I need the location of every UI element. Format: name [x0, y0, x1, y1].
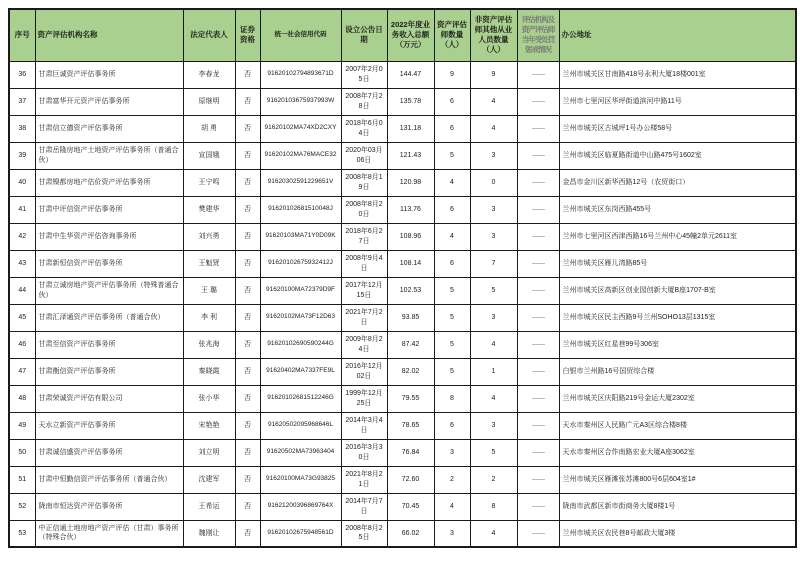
table-row: [9, 169, 796, 196]
table-row: [9, 61, 796, 88]
cell-penalty-status: ——: [517, 88, 559, 115]
cell-securities-qualification: 否: [235, 520, 260, 547]
header-securities-qualification: 证券资格: [235, 9, 260, 61]
cell-serial-number: 51: [9, 466, 35, 493]
cell-2022-income: 144.47: [387, 61, 434, 88]
cell-institution-name: 甘肃岳隆房地产土地资产评估事务所（普通合伙）: [35, 142, 183, 169]
cell-office-address: 白银市兰州路16号国贸综合楼: [559, 358, 796, 385]
header-penalty-status: 评估机构及资产评估师当年受处罚惩戒情况: [517, 9, 559, 61]
cell-serial-number: 38: [9, 115, 35, 142]
cell-2022-income: 66.02: [387, 520, 434, 547]
cell-appraiser-count: 6: [434, 250, 470, 277]
cell-other-staff-count: 7: [470, 250, 517, 277]
header-establishment-date: 设立公告日期: [341, 9, 387, 61]
header-institution-name: 资产评估机构名称: [35, 9, 183, 61]
cell-serial-number: 50: [9, 439, 35, 466]
cell-2022-income: 131.18: [387, 115, 434, 142]
cell-office-address: 兰州市城关区农民巷8号邮政大厦3楼: [559, 520, 796, 547]
cell-credit-code: 91620502MA73963404: [260, 439, 341, 466]
cell-other-staff-count: 1: [470, 358, 517, 385]
cell-2022-income: 113.76: [387, 196, 434, 223]
cell-office-address: 陇南市武都区新市街商务大厦8楼1号: [559, 493, 796, 520]
cell-appraiser-count: 5: [434, 304, 470, 331]
cell-2022-income: 102.53: [387, 277, 434, 304]
cell-institution-name: 甘肃富华开元资产评估事务所: [35, 88, 183, 115]
table-row: [9, 142, 796, 169]
cell-establishment-date: 2016年3月30日: [341, 439, 387, 466]
table-row: [9, 250, 796, 277]
cell-appraiser-count: 6: [434, 196, 470, 223]
cell-establishment-date: 2007年2月05日: [341, 61, 387, 88]
cell-penalty-status: ——: [517, 223, 559, 250]
table-row: [9, 466, 796, 493]
table-row: [9, 493, 796, 520]
cell-penalty-status: ——: [517, 115, 559, 142]
cell-credit-code: 91620100MA73G93825: [260, 466, 341, 493]
cell-credit-code: 91620102794893671D: [260, 61, 341, 88]
cell-establishment-date: 2008年9月4日: [341, 250, 387, 277]
table-row: [9, 304, 796, 331]
cell-office-address: 兰州市七里河区西津西路16号兰州中心45幢2单元2611室: [559, 223, 796, 250]
cell-legal-representative: 宋艳艳: [183, 412, 235, 439]
cell-securities-qualification: 否: [235, 304, 260, 331]
cell-serial-number: 36: [9, 61, 35, 88]
cell-appraiser-count: 4: [434, 169, 470, 196]
cell-other-staff-count: 3: [470, 196, 517, 223]
cell-2022-income: 78.65: [387, 412, 434, 439]
table-row: [9, 520, 796, 547]
cell-institution-name: 中正信通土地房地产资产评估（甘肃）事务所（特殊合伙）: [35, 520, 183, 547]
cell-establishment-date: 2009年8月24日: [341, 331, 387, 358]
cell-securities-qualification: 否: [235, 196, 260, 223]
appraisal-institutions-table: [8, 8, 797, 548]
cell-legal-representative: 李 利: [183, 304, 235, 331]
cell-credit-code: 91620102MA76MACE32: [260, 142, 341, 169]
table-row: [9, 88, 796, 115]
cell-other-staff-count: 8: [470, 493, 517, 520]
cell-legal-representative: 胡 勇: [183, 115, 235, 142]
cell-appraiser-count: 2: [434, 466, 470, 493]
cell-institution-name: 甘肃立诚房地产资产评估事务所（特殊普通合伙）: [35, 277, 183, 304]
cell-office-address: 天水市秦州区人民路广元A3区综合楼8楼: [559, 412, 796, 439]
cell-serial-number: 37: [9, 88, 35, 115]
cell-penalty-status: ——: [517, 142, 559, 169]
cell-other-staff-count: 2: [470, 466, 517, 493]
table-row: [9, 196, 796, 223]
cell-2022-income: 108.96: [387, 223, 434, 250]
table-row: [9, 223, 796, 250]
cell-2022-income: 82.02: [387, 358, 434, 385]
cell-credit-code: 91620100MA72379D9F: [260, 277, 341, 304]
cell-securities-qualification: 否: [235, 61, 260, 88]
cell-2022-income: 121.43: [387, 142, 434, 169]
cell-institution-name: 甘肃中生华资产评估咨询事务所: [35, 223, 183, 250]
table-row: [9, 331, 796, 358]
cell-credit-code: 91620102681512246G: [260, 385, 341, 412]
cell-other-staff-count: 4: [470, 115, 517, 142]
table-header: [9, 9, 796, 61]
cell-establishment-date: 2018年6月04日: [341, 115, 387, 142]
cell-other-staff-count: 4: [470, 520, 517, 547]
cell-office-address: 兰州市城关区高新区创业园创新大厦B座1707-B室: [559, 277, 796, 304]
cell-appraiser-count: 4: [434, 493, 470, 520]
cell-establishment-date: 2021年7月2日: [341, 304, 387, 331]
cell-2022-income: 70.45: [387, 493, 434, 520]
cell-credit-code: 91620502095968646L: [260, 412, 341, 439]
cell-appraiser-count: 3: [434, 520, 470, 547]
cell-appraiser-count: 5: [434, 142, 470, 169]
cell-credit-code: 91620302591229651V: [260, 169, 341, 196]
table-row: [9, 439, 796, 466]
cell-other-staff-count: 3: [470, 412, 517, 439]
cell-credit-code: 91621200396869764X: [260, 493, 341, 520]
cell-appraiser-count: 6: [434, 115, 470, 142]
cell-penalty-status: ——: [517, 250, 559, 277]
cell-appraiser-count: 6: [434, 88, 470, 115]
cell-establishment-date: 2014年7月7日: [341, 493, 387, 520]
cell-institution-name: 甘肃汇泽通资产评估事务所（普通合伙）: [35, 304, 183, 331]
cell-credit-code: 91620102MA73F12D63: [260, 304, 341, 331]
cell-penalty-status: ——: [517, 358, 559, 385]
cell-establishment-date: 2016年12月02日: [341, 358, 387, 385]
cell-legal-representative: 刘兴勇: [183, 223, 235, 250]
cell-appraiser-count: 5: [434, 277, 470, 304]
cell-securities-qualification: 否: [235, 277, 260, 304]
cell-serial-number: 44: [9, 277, 35, 304]
cell-other-staff-count: 4: [470, 331, 517, 358]
cell-institution-name: 甘肃新恒信资产评估事务所: [35, 250, 183, 277]
cell-2022-income: 108.14: [387, 250, 434, 277]
cell-establishment-date: 2014年3月4日: [341, 412, 387, 439]
cell-appraiser-count: 4: [434, 223, 470, 250]
cell-securities-qualification: 否: [235, 412, 260, 439]
cell-legal-representative: 李春龙: [183, 61, 235, 88]
cell-institution-name: 甘肃衡信资产评估事务所: [35, 358, 183, 385]
cell-securities-qualification: 否: [235, 385, 260, 412]
cell-securities-qualification: 否: [235, 250, 260, 277]
cell-office-address: 兰州市城关区庆阳路219号金运大厦2302室: [559, 385, 796, 412]
cell-serial-number: 49: [9, 412, 35, 439]
cell-legal-representative: 张兆海: [183, 331, 235, 358]
cell-securities-qualification: 否: [235, 439, 260, 466]
cell-legal-representative: 王 璐: [183, 277, 235, 304]
cell-establishment-date: 2017年12月15日: [341, 277, 387, 304]
header-serial-number: 序号: [9, 9, 35, 61]
cell-other-staff-count: 5: [470, 277, 517, 304]
cell-office-address: 兰州市城关区甘南路418号永利大厦18楼001室: [559, 61, 796, 88]
cell-securities-qualification: 否: [235, 88, 260, 115]
cell-appraiser-count: 8: [434, 385, 470, 412]
cell-establishment-date: 1999年12月25日: [341, 385, 387, 412]
cell-legal-representative: 刘立明: [183, 439, 235, 466]
cell-securities-qualification: 否: [235, 142, 260, 169]
cell-2022-income: 72.60: [387, 466, 434, 493]
cell-office-address: 兰州市城关区临夏路街道中山路475号1602室: [559, 142, 796, 169]
cell-legal-representative: 沈建军: [183, 466, 235, 493]
cell-appraiser-count: 3: [434, 439, 470, 466]
cell-legal-representative: 王宁鸣: [183, 169, 235, 196]
cell-institution-name: 甘肃镍都房地产估价资产评估事务所: [35, 169, 183, 196]
header-other-staff-count: 非资产评估师其他从业人员数量（人）: [470, 9, 517, 61]
cell-serial-number: 43: [9, 250, 35, 277]
cell-serial-number: 47: [9, 358, 35, 385]
cell-penalty-status: ——: [517, 493, 559, 520]
cell-legal-representative: 宣国娥: [183, 142, 235, 169]
cell-legal-representative: 原继明: [183, 88, 235, 115]
cell-penalty-status: ——: [517, 412, 559, 439]
cell-office-address: 金昌市金川区新华西路12号（农贸街口）: [559, 169, 796, 196]
cell-serial-number: 45: [9, 304, 35, 331]
cell-office-address: 兰州市城关区雁滩张苏滩800号6层604室1#: [559, 466, 796, 493]
cell-penalty-status: ——: [517, 331, 559, 358]
cell-institution-name: 甘肃荣诚资产评估有限公司: [35, 385, 183, 412]
cell-credit-code: 91620102681510048J: [260, 196, 341, 223]
cell-institution-name: 甘肃至信资产评估事务所: [35, 331, 183, 358]
cell-establishment-date: 2018年6月27日: [341, 223, 387, 250]
cell-serial-number: 48: [9, 385, 35, 412]
cell-2022-income: 76.84: [387, 439, 434, 466]
table-body: [9, 61, 796, 547]
cell-serial-number: 52: [9, 493, 35, 520]
cell-2022-income: 135.78: [387, 88, 434, 115]
cell-office-address: 兰州市城关区古城坪1号办公楼58号: [559, 115, 796, 142]
cell-serial-number: 41: [9, 196, 35, 223]
cell-legal-representative: 王魁贤: [183, 250, 235, 277]
cell-serial-number: 39: [9, 142, 35, 169]
cell-legal-representative: 张小华: [183, 385, 235, 412]
cell-securities-qualification: 否: [235, 169, 260, 196]
cell-other-staff-count: 4: [470, 88, 517, 115]
cell-credit-code: 91620102690590244G: [260, 331, 341, 358]
cell-institution-name: 甘肃诚信盛资产评估事务所: [35, 439, 183, 466]
cell-2022-income: 93.85: [387, 304, 434, 331]
cell-establishment-date: 2021年8月21日: [341, 466, 387, 493]
cell-penalty-status: ——: [517, 277, 559, 304]
cell-office-address: 兰州市城关区雁儿湾路85号: [559, 250, 796, 277]
cell-other-staff-count: 5: [470, 439, 517, 466]
cell-penalty-status: ——: [517, 466, 559, 493]
cell-legal-representative: 王希运: [183, 493, 235, 520]
cell-office-address: 兰州市城关区红星巷99号306室: [559, 331, 796, 358]
header-legal-representative: 法定代表人: [183, 9, 235, 61]
header-credit-code: 统一社会信用代码: [260, 9, 341, 61]
cell-appraiser-count: 5: [434, 331, 470, 358]
cell-credit-code: 91620103MA71Y0D09K: [260, 223, 341, 250]
cell-establishment-date: 2008年8月19日: [341, 169, 387, 196]
cell-penalty-status: ——: [517, 61, 559, 88]
cell-penalty-status: ——: [517, 304, 559, 331]
cell-office-address: 天水市秦州区合作南路宏业大厦A座3062室: [559, 439, 796, 466]
cell-securities-qualification: 否: [235, 115, 260, 142]
header-appraiser-count: 资产评估师数量（人）: [434, 9, 470, 61]
cell-legal-representative: 魏刚让: [183, 520, 235, 547]
cell-penalty-status: ——: [517, 439, 559, 466]
table-row: [9, 412, 796, 439]
cell-establishment-date: 2008年8月20日: [341, 196, 387, 223]
cell-serial-number: 46: [9, 331, 35, 358]
cell-appraiser-count: 6: [434, 412, 470, 439]
cell-credit-code: 91620102MA74XD2CXY: [260, 115, 341, 142]
cell-other-staff-count: 3: [470, 142, 517, 169]
table-row: [9, 115, 796, 142]
cell-penalty-status: ——: [517, 196, 559, 223]
cell-establishment-date: 2008年8月25日: [341, 520, 387, 547]
cell-securities-qualification: 否: [235, 466, 260, 493]
cell-2022-income: 79.55: [387, 385, 434, 412]
cell-office-address: 兰州市城关区东岗西路455号: [559, 196, 796, 223]
cell-other-staff-count: 3: [470, 223, 517, 250]
header-2022-income: 2022年度业务收入总额（万元）: [387, 9, 434, 61]
cell-institution-name: 甘肃巨诚资产评估事务所: [35, 61, 183, 88]
cell-other-staff-count: 4: [470, 385, 517, 412]
cell-office-address: 兰州市城关区民主西路9号兰州SOHO13层1315室: [559, 304, 796, 331]
cell-credit-code: 91620402MA7337FE9L: [260, 358, 341, 385]
cell-other-staff-count: 9: [470, 61, 517, 88]
cell-other-staff-count: 3: [470, 304, 517, 331]
cell-securities-qualification: 否: [235, 331, 260, 358]
header-office-address: 办公地址: [559, 9, 796, 61]
cell-establishment-date: 2008年7月28日: [341, 88, 387, 115]
cell-appraiser-count: 9: [434, 61, 470, 88]
cell-institution-name: 甘肃中恒勤信资产评估事务所（普通合伙）: [35, 466, 183, 493]
cell-serial-number: 42: [9, 223, 35, 250]
cell-credit-code: 91620102675932412J: [260, 250, 341, 277]
table-row: [9, 358, 796, 385]
cell-penalty-status: ——: [517, 520, 559, 547]
cell-office-address: 兰州市七里河区华坪街道滨河中路11号: [559, 88, 796, 115]
cell-establishment-date: 2020年03月06日: [341, 142, 387, 169]
cell-securities-qualification: 否: [235, 493, 260, 520]
cell-legal-representative: 秦晓霞: [183, 358, 235, 385]
cell-institution-name: 天水立新资产评估事务所: [35, 412, 183, 439]
cell-securities-qualification: 否: [235, 358, 260, 385]
cell-institution-name: 陇南市恒达资产评估事务所: [35, 493, 183, 520]
table-row: [9, 277, 796, 304]
cell-legal-representative: 樊建华: [183, 196, 235, 223]
cell-serial-number: 40: [9, 169, 35, 196]
cell-institution-name: 甘肃中评信资产评估事务所: [35, 196, 183, 223]
cell-credit-code: 91620102675948561D: [260, 520, 341, 547]
cell-institution-name: 甘肃信立德资产评估事务所: [35, 115, 183, 142]
cell-penalty-status: ——: [517, 169, 559, 196]
cell-credit-code: 91620103675937993W: [260, 88, 341, 115]
cell-serial-number: 53: [9, 520, 35, 547]
table-row: [9, 385, 796, 412]
cell-penalty-status: ——: [517, 385, 559, 412]
cell-appraiser-count: 5: [434, 358, 470, 385]
header-row: [9, 9, 796, 61]
cell-securities-qualification: 否: [235, 223, 260, 250]
cell-other-staff-count: 0: [470, 169, 517, 196]
cell-2022-income: 87.42: [387, 331, 434, 358]
cell-2022-income: 120.98: [387, 169, 434, 196]
